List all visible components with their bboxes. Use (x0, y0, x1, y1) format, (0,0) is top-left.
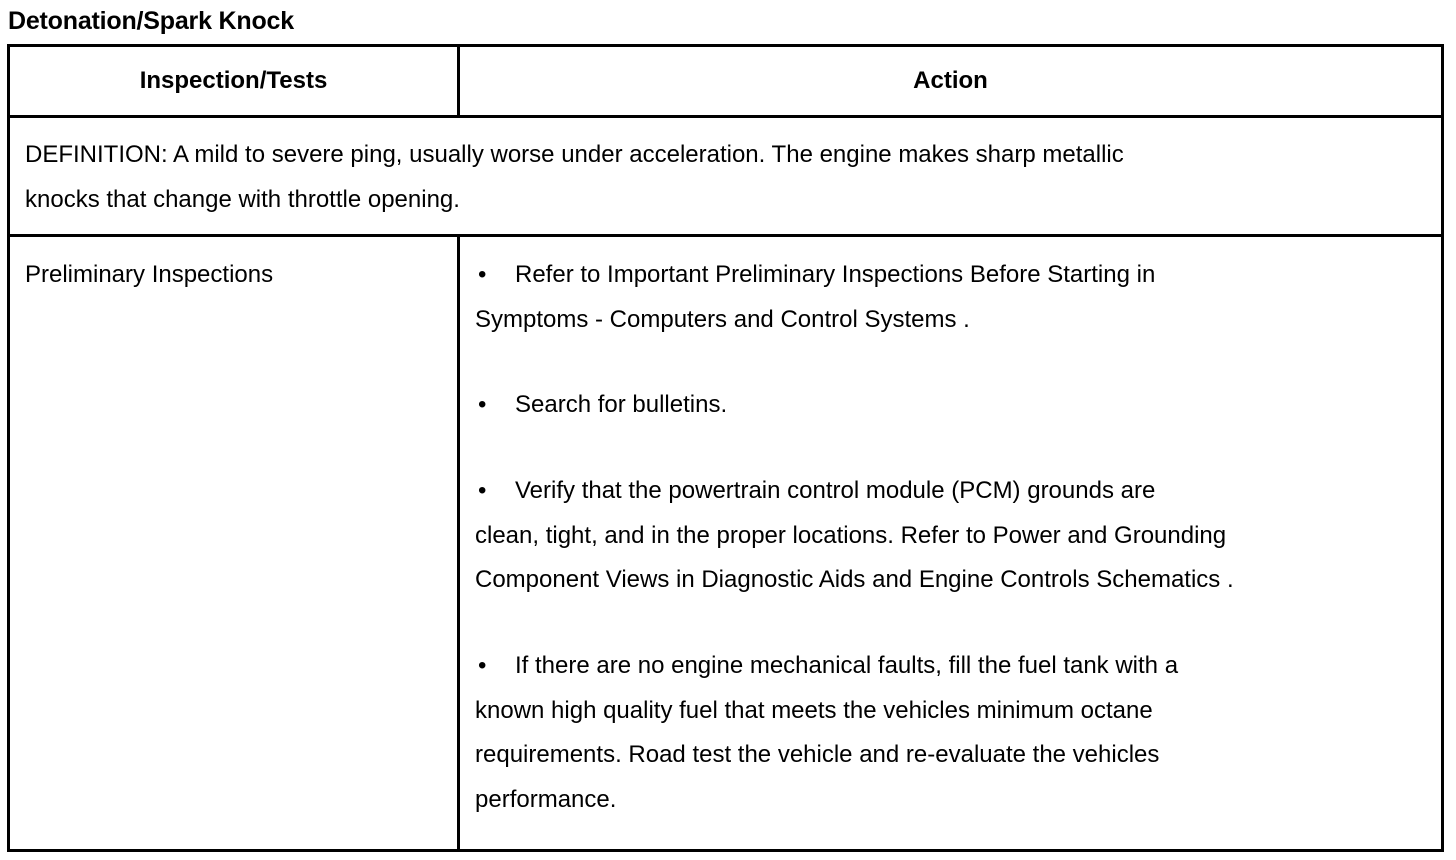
action-line (475, 383, 727, 428)
bullet-icon: • (478, 477, 487, 504)
column-header-inspection-tests: Inspection/Tests (139, 67, 328, 94)
definition-cell (25, 133, 1325, 222)
action-item (475, 644, 1178, 822)
action-text: Verify that the powertrain control module (PCM) grounds are (515, 477, 1156, 504)
action-line (475, 253, 1155, 298)
inspection-cell-preliminary: Preliminary Inspections (25, 261, 274, 288)
action-line: performance. (475, 785, 617, 813)
action-line: Component Views in Diagnostic Aids and Engine Controls Schematics . (475, 566, 1234, 593)
bullet-icon: • (478, 391, 487, 418)
action-line: Symptoms - Computers and Control Systems . (475, 305, 970, 333)
action-text: If there are no engine mechanical faults, fill the fuel tank with a (515, 652, 1179, 679)
bullet-icon: • (478, 261, 487, 288)
action-item (475, 253, 1155, 342)
action-line: requirements. Road test the vehicle and re-evaluate the vehicles (475, 741, 1160, 768)
action-line: clean, tight, and in the proper locations. Refer to Power and Grounding (475, 521, 1227, 549)
action-text: Refer to Important Preliminary Inspections Before Starting in (515, 261, 1156, 288)
page-title: Detonation/Spark Knock (8, 7, 294, 35)
body-column-divider (457, 237, 460, 849)
definition-line: knocks that change with throttle opening. (25, 185, 460, 213)
column-header-action: Action (913, 67, 988, 94)
definition-divider (10, 234, 1441, 237)
bullet-icon: • (478, 652, 487, 679)
action-line (475, 469, 1234, 514)
action-line (475, 644, 1178, 689)
header-divider (10, 115, 1441, 118)
action-text: Search for bulletins. (515, 391, 728, 418)
diagnostic-table (7, 44, 1444, 852)
action-item (475, 383, 727, 428)
action-item (475, 469, 1234, 603)
action-line: known high quality fuel that meets the vehicles minimum octane (475, 696, 1153, 724)
definition-line: DEFINITION: A mild to severe ping, usually worse under acceleration. The engine makes sharp metallic (25, 141, 1124, 168)
